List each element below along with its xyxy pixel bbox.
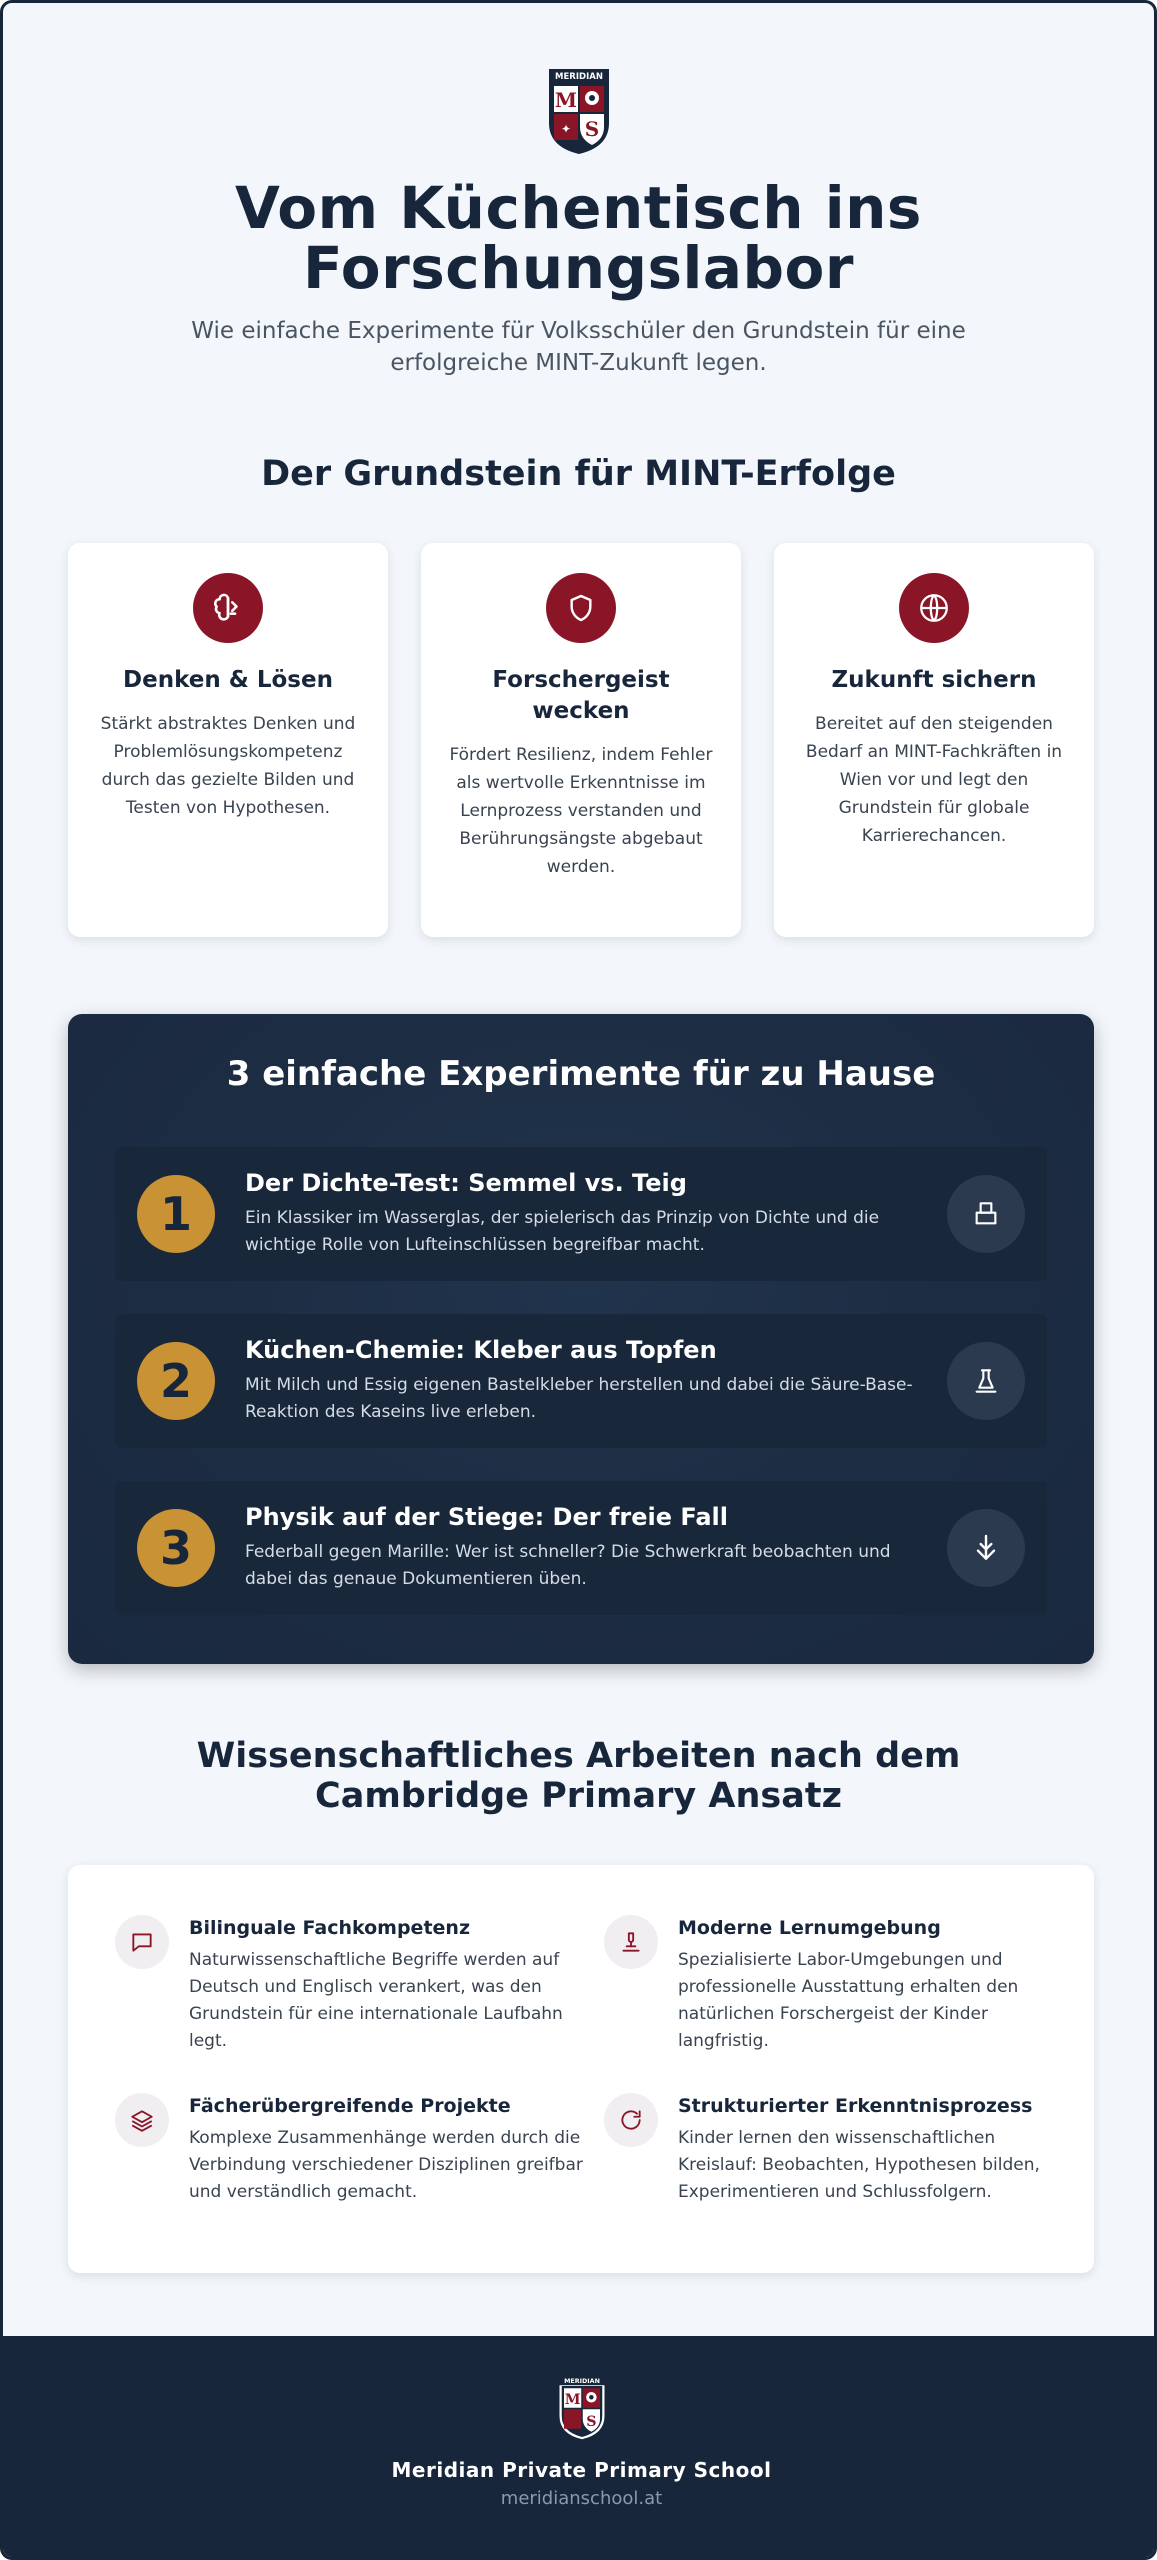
- arrow-down-icon: [947, 1509, 1025, 1587]
- school-logo: [3, 67, 1154, 155]
- cambridge-item-text: Komplexe Zusammenhänge werden durch die Verbindung verschiedener Disziplinen greifbar und verständlich gemacht.: [189, 2128, 583, 2202]
- title-line-1: Vom Küchentisch ins: [235, 174, 922, 242]
- speech-bubble-icon: [115, 1915, 169, 1969]
- experiment-text: Federball gegen Marille: Wer ist schneller? Die Schwerkraft beobachten und dabei das genaue Dokumentieren üben.: [245, 1542, 891, 1589]
- feature-card-title: Zukunft sichern: [831, 667, 1037, 693]
- cambridge-item-title: Fächerübergreifende Projekte: [189, 2095, 511, 2117]
- svg-text:MERIDIAN: MERIDIAN: [554, 72, 603, 82]
- feature-card-text: Fördert Resilienz, indem Fehler als wertvolle Erkenntnisse im Lernprozess verstanden und Berührungsängste abgebaut werden.: [449, 745, 713, 877]
- svg-text:S: S: [585, 2413, 597, 2430]
- experiment-title: Der Dichte-Test: Semmel vs. Teig: [245, 1169, 687, 1197]
- globe-icon: [899, 573, 969, 643]
- shield-crest-icon: [558, 2374, 606, 2440]
- experiment-item: [115, 1314, 1047, 1448]
- experiment-text: Ein Klassiker im Wasserglas, der spielerisch das Prinzip von Dichte und die wichtige Rolle von Lufteinschlüssen begreifbar macht.: [245, 1208, 880, 1255]
- feature-card-future: [774, 543, 1094, 937]
- flask-icon: [947, 1342, 1025, 1420]
- experiments-panel: [68, 1014, 1094, 1664]
- experiment-item: [115, 1481, 1047, 1615]
- cambridge-item-title: Strukturierter Erkenntnisprozess: [678, 2095, 1033, 2117]
- shield-crest-icon: [547, 67, 611, 155]
- brain-icon: [193, 573, 263, 643]
- shield-icon: [546, 573, 616, 643]
- footer-logo: [3, 2374, 1157, 2440]
- feature-card-title: Forschergeist wecken: [492, 667, 670, 724]
- cambridge-section-title: [3, 1736, 1154, 1816]
- experiment-title: Küchen-Chemie: Kleber aus Topfen: [245, 1336, 717, 1364]
- cambridge-item-text: Spezialisierte Labor-Umgebungen und professionelle Ausstattung erhalten den natürlichen Forschergeist der Kinder langfristig.: [678, 1950, 1019, 2051]
- foundation-section-title: Der Grundstein für MINT-Erfolge: [261, 454, 896, 494]
- experiment-number-badge: 2: [137, 1342, 215, 1420]
- svg-text:✦: ✦: [560, 122, 571, 136]
- page-title: [3, 174, 1154, 302]
- footer-school-name: Meridian Private Primary School: [391, 2458, 772, 2482]
- cambridge-item-title: Moderne Lernumgebung: [678, 1917, 941, 1939]
- layers-icon: [115, 2093, 169, 2147]
- experiment-text: Mit Milch und Essig eigenen Bastelkleber herstellen und dabei die Säure-Base-Reaktion des Kaseins live erleben.: [245, 1375, 913, 1422]
- feature-card-research: [421, 543, 741, 937]
- svg-text:M: M: [554, 88, 577, 112]
- experiment-number-badge: 1: [137, 1175, 215, 1253]
- glass-icon: [947, 1175, 1025, 1253]
- footer: [3, 2336, 1157, 2560]
- footer-url-link[interactable]: meridianschool.at: [500, 2488, 663, 2509]
- cambridge-title-line-2: Cambridge Primary Ansatz: [315, 1776, 842, 1816]
- svg-text:M: M: [564, 2392, 581, 2408]
- microscope-icon: [604, 1915, 658, 1969]
- svg-text:S: S: [584, 117, 599, 141]
- experiment-number-badge: 3: [137, 1509, 215, 1587]
- feature-card-thinking: [68, 543, 388, 937]
- cambridge-item-title: Bilinguale Fachkompetenz: [189, 1917, 471, 1939]
- title-line-2: Forschungslabor: [302, 234, 855, 302]
- feature-card-title: Denken & Lösen: [123, 667, 333, 693]
- experiment-title: Physik auf der Stiege: Der freie Fall: [245, 1503, 728, 1531]
- feature-card-text: Stärkt abstraktes Denken und Problemlösungskompetenz durch das gezielte Bilden und Testen von Hypothesen.: [100, 714, 356, 818]
- experiments-title: 3 einfache Experimente für zu Hause: [226, 1054, 936, 1094]
- cambridge-title-line-1: Wissenschaftliches Arbeiten nach dem: [196, 1736, 961, 1776]
- svg-text:MERIDIAN: MERIDIAN: [563, 2377, 600, 2385]
- cambridge-card: [68, 1865, 1094, 2273]
- refresh-icon: [604, 2093, 658, 2147]
- cambridge-item-text: Naturwissenschaftliche Begriffe werden auf Deutsch und Englisch verankert, was den Grundstein für eine internationale Laufbahn legt.: [189, 1950, 563, 2051]
- feature-card-text: Bereitet auf den steigenden Bedarf an MINT-Fachkräften in Wien vor und legt den Grundstein für globale Karrierechancen.: [805, 714, 1063, 846]
- experiment-item: [115, 1147, 1047, 1281]
- page-subtitle: Wie einfache Experimente für Volksschüler den Grundstein für eine erfolgreiche MINT-Zukunft legen.: [191, 318, 966, 376]
- cambridge-item-text: Kinder lernen den wissenschaftlichen Kreislauf: Beobachten, Hypothesen bilden, Experimentieren und Schlussfolgern.: [678, 2128, 1040, 2202]
